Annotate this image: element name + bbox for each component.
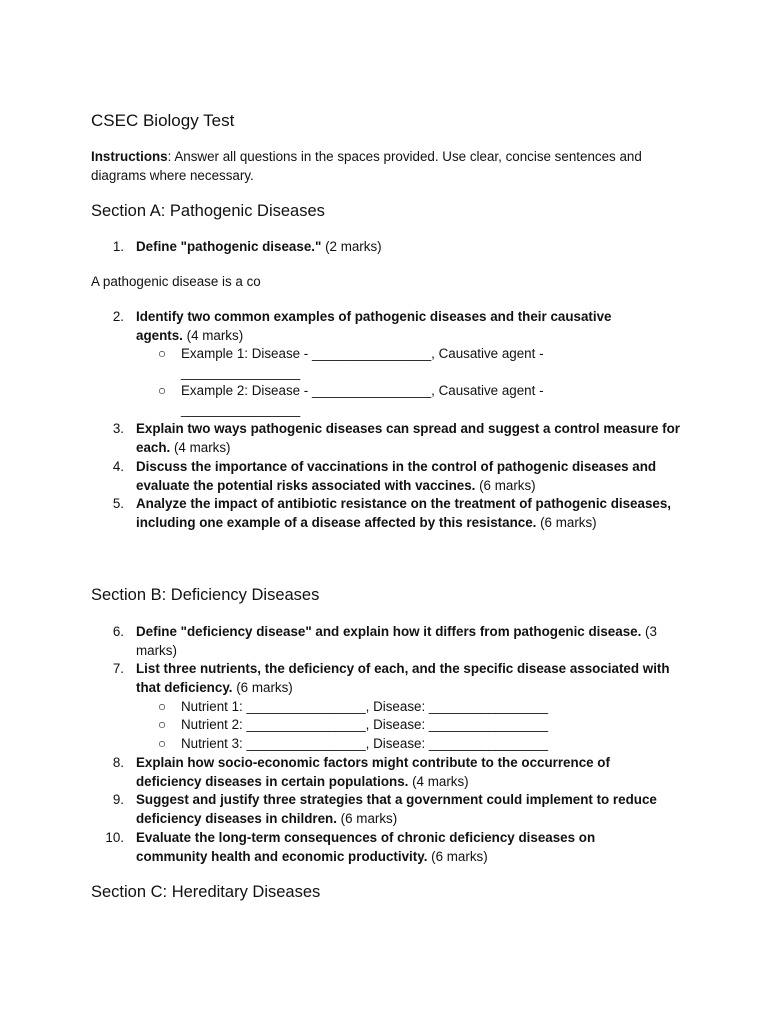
question-marks: (6 marks) (427, 848, 488, 864)
question-marks: (6 marks) (536, 514, 597, 530)
answer-text[interactable]: A pathogenic disease is a co (91, 274, 261, 289)
question-10 (136, 829, 636, 867)
question-1 (136, 238, 696, 257)
question-8 (136, 754, 636, 792)
section-a-heading: Section A: Pathogenic Diseases (91, 202, 325, 220)
question-number: 1. (112, 239, 124, 254)
list-item: Example 2: Disease - ________________, Causative agent - ________________ (181, 383, 544, 417)
question-marks: (6 marks) (475, 477, 536, 493)
question-marks: (2 marks) (321, 239, 382, 254)
question-number: 9. (112, 792, 124, 807)
question-text: Analyze the impact of antibiotic resistance on the treatment of pathogenic diseases, including one example of a disease affected by this resistance. (136, 496, 672, 530)
question-9 (136, 791, 686, 829)
question-2 (136, 308, 656, 346)
question-4 (136, 458, 686, 496)
question-6 (136, 623, 686, 661)
circle-bullet-icon: ○ (158, 346, 167, 361)
section-b-heading: Section B: Deficiency Diseases (91, 586, 320, 604)
question-number: 7. (112, 661, 124, 676)
list-item: Nutrient 1: ________________, Disease: ________________ (181, 699, 549, 714)
question-number: 4. (112, 459, 124, 474)
question-marks: (6 marks) (336, 810, 398, 826)
question-number: 8. (112, 755, 124, 770)
question-number: 5. (112, 496, 124, 511)
question-text: Discuss the importance of vaccinations in the control of pathogenic diseases and evaluate the potential risks associated with vaccines. (136, 459, 657, 493)
question-text: Define "deficiency disease" and explain how it differs from pathogenic disease. (136, 624, 642, 639)
doc-title: CSEC Biology Test (91, 111, 235, 130)
instructions (91, 148, 691, 186)
question-marks: (4 marks) (170, 439, 231, 455)
question-text: List three nutrients, the deficiency of each, and the specific disease associated with that deficiency. (136, 661, 670, 695)
instructions-text: : Answer all questions in the spaces provided. Use clear, concise sentences and diagrams where necessary. (91, 149, 642, 183)
question-marks: (6 marks) (232, 679, 293, 695)
circle-bullet-icon: ○ (158, 383, 167, 398)
question-7 (136, 660, 671, 698)
circle-bullet-icon: ○ (158, 717, 167, 732)
question-text: Explain two ways pathogenic diseases can spread and suggest a control measure for each. (136, 421, 680, 455)
question-text: Identify two common examples of pathogenic diseases and their causative agents. (136, 309, 612, 343)
question-5 (136, 495, 696, 533)
question-text: Evaluate the long-term consequences of chronic deficiency diseases on community health and economic productivity. (136, 830, 596, 864)
question-number: 10. (105, 830, 124, 845)
question-number: 3. (112, 421, 124, 436)
question-marks: (4 marks) (408, 773, 469, 789)
question-3 (136, 420, 686, 458)
question-marks: (3 marks) (136, 624, 657, 658)
instructions-label: Instructions (91, 149, 168, 164)
circle-bullet-icon: ○ (158, 699, 167, 714)
list-item: Example 1: Disease - ________________, Causative agent - ________________ (181, 346, 544, 380)
list-item: Nutrient 3: ________________, Disease: ________________ (181, 736, 549, 751)
question-marks: (4 marks) (182, 327, 244, 343)
section-c-heading: Section C: Hereditary Diseases (91, 883, 321, 901)
question-text: Suggest and justify three strategies that a government could implement to reduce deficiency diseases in children. (136, 792, 657, 826)
list-item: Nutrient 2: ________________, Disease: ________________ (181, 717, 549, 732)
question-text: Define "pathogenic disease." (136, 239, 322, 254)
question-text: Explain how socio-economic factors might contribute to the occurrence of deficiency diseases in certain populations. (136, 755, 610, 789)
question-number: 2. (112, 309, 124, 324)
question-number: 6. (112, 624, 124, 639)
circle-bullet-icon: ○ (158, 736, 167, 751)
